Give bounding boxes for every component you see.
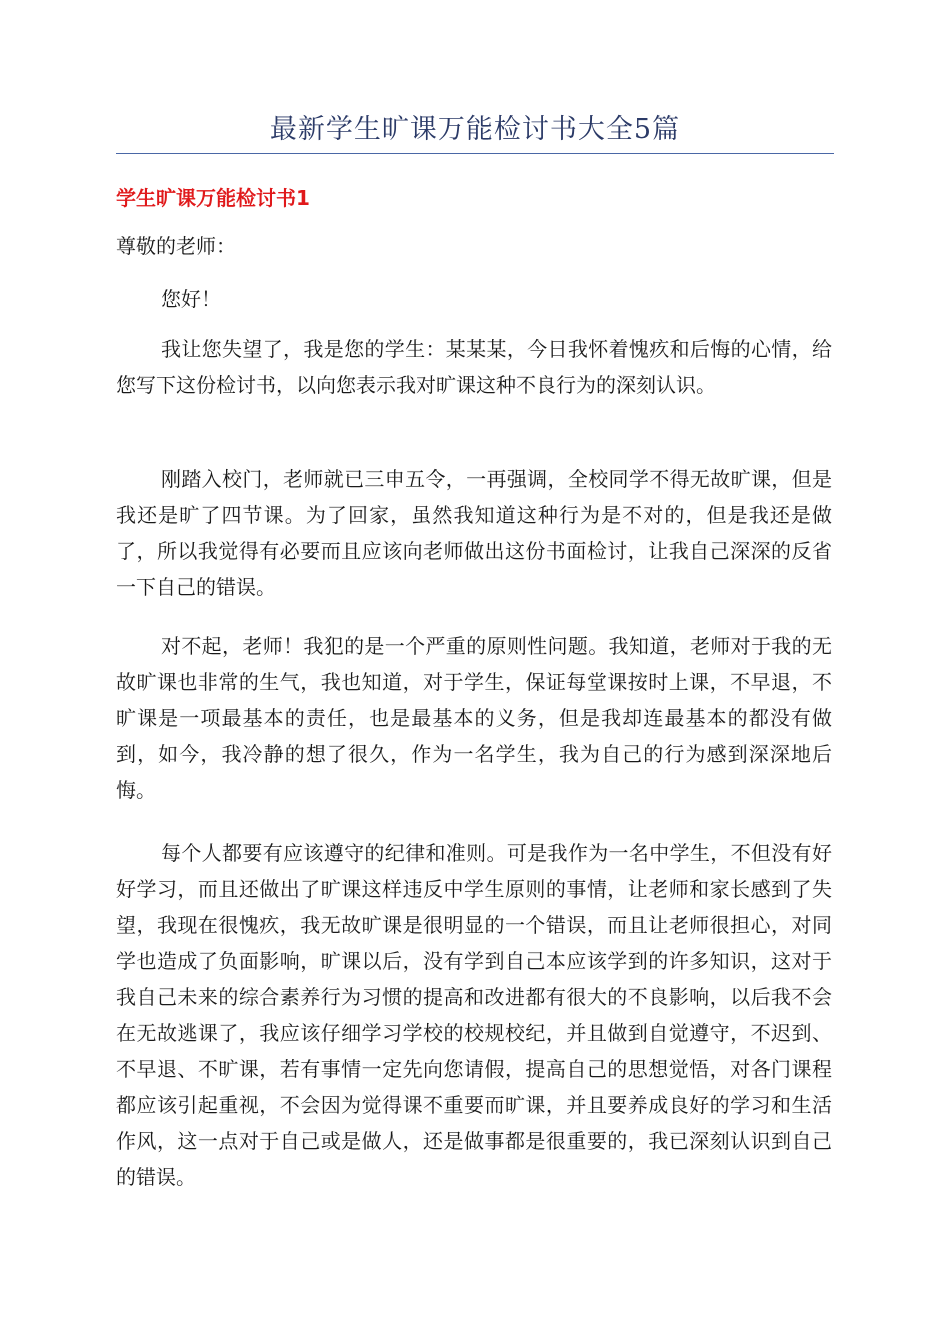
section-heading: 学生旷课万能检讨书1 bbox=[116, 186, 310, 210]
document-title: 最新学生旷课万能检讨书大全5篇 bbox=[269, 114, 681, 145]
greeting: 您好！ bbox=[161, 287, 221, 311]
paragraph-3: 对不起，老师！我犯的是一个严重的原则性问题。我知道，老师对于我的无故旷课也非常的生气，我也知道，对于学生，保证每堂课按时上课，不早退，不旷课是一项最基本的责任，也是最基本的义务，但是我却连最基本的都没有做到，如今，我冷静的想了很久，作为一名学生，我为自己的行为感到深深地后悔。 bbox=[116, 634, 832, 802]
paragraph-4: 每个人都要有应该遵守的纪律和准则。可是我作为一名中学生，不但没有好好学习，而且还做出了旷课这样违反中学生原则的事情，让老师和家长感到了失望，我现在很愧疚，我无故旷课是很明显的一个错误，而且让老师很担心，对同学也造成了负面影响，旷课以后，没有学到自己本应该学到的许多知识，这对于我自己未来的综合素养行为习惯的提高和改进都有很大的不良影响，以后我不会在无故逃课了，我应该仔细学习学校的校规校纪，并且做到自觉遵守，不迟到、不早退、不旷课，若有事情一定先向您请假，提高自己的思想觉悟，对各门课程都应该引起重视，不会因为觉得课不重要而旷课，并且要养成良好的学习和生活作风，这一点对于自己或是做人，还是做事都是很重要的，我已深刻认识到自己的错误。 bbox=[116, 841, 832, 1189]
paragraph-2: 刚踏入校门，老师就已三申五令，一再强调，全校同学不得无故旷课，但是我还是旷了四节课。为了回家，虽然我知道这种行为是不对的，但是我还是做了，所以我觉得有必要而且应该向老师做出这份书面检讨，让我自己深深的反省一下自己的错误。 bbox=[116, 467, 832, 599]
title-underline bbox=[116, 153, 834, 154]
salutation: 尊敬的老师： bbox=[116, 234, 236, 258]
paragraph-1: 我让您失望了，我是您的学生：某某某，今日我怀着愧疚和后悔的心情，给您写下这份检讨书，以向您表示我对旷课这种不良行为的深刻认识。 bbox=[116, 337, 832, 397]
